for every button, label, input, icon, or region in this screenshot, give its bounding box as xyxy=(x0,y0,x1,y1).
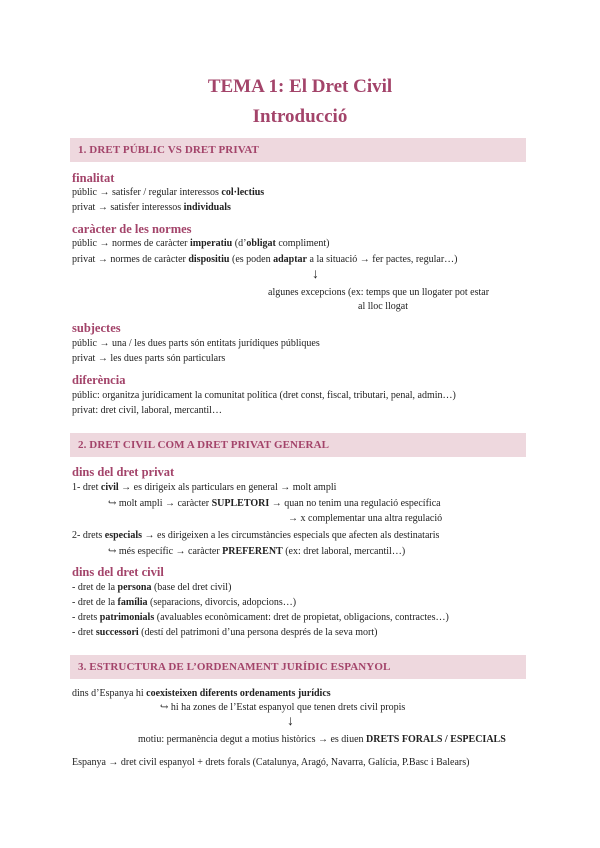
caracter-line-2: privat → normes de caràcter dispositiu (es poden adaptar a la situació → fer pactes, regular…) xyxy=(72,254,458,265)
diferencia-heading: diferència xyxy=(72,373,126,387)
section-1-header xyxy=(70,138,526,162)
finalitat-heading: finalitat xyxy=(72,171,115,185)
finalitat-line-2: privat → satisfer interessos individuals xyxy=(72,202,231,213)
dins-privat-line-1: 1- dret civil → es dirigeix als particulars en general → molt ampli xyxy=(72,482,337,493)
caracter-exception-1: algunes excepcions (ex: temps que un llogater pot estar xyxy=(268,287,490,298)
section-2-title: 2. DRET CIVIL COM A DRET PRIVAT GENERAL xyxy=(78,439,330,451)
dins-privat-line-4: 2- drets especials → es dirigeixen a les circumstàncies especials que afecten als destinataris xyxy=(72,530,440,541)
dins-civil-line-2: - dret de la família (separacions, divorcis, adopcions…) xyxy=(72,597,297,608)
dins-civil-line-3: - drets patrimonials (avaluables econòmicament: dret de propietat, obligacions, contractes…) xyxy=(72,612,449,623)
diferencia-line-1: públic: organitza jurídicament la comunitat política (dret const, fiscal, tributari, penal, admin…) xyxy=(72,390,456,401)
dins-privat-line-3: → x complementar una altra regulació xyxy=(288,513,443,524)
dins-privat-heading: dins del dret privat xyxy=(72,465,175,479)
s3-line-1: dins d’Espanya hi coexisteixen diferents ordenaments jurídics xyxy=(72,688,331,699)
caracter-line-1: públic → normes de caràcter imperatiu (d’obligat compliment) xyxy=(72,238,330,249)
subjectes-heading: subjectes xyxy=(72,321,121,335)
subjectes-line-1: públic → una / les dues parts són entitats jurídiques públiques xyxy=(72,338,320,349)
s3-line-4: Espanya → dret civil espanyol + drets forals (Catalunya, Aragó, Navarra, Galícia, P.Basc i Balears) xyxy=(72,757,470,768)
dins-privat-line-2: ↪ molt ampli → caràcter SUPLETORI → quan no tenim una regulació específica xyxy=(108,498,441,509)
page-title: TEMA 1: El Dret Civil xyxy=(207,76,393,97)
s3-line-2: ↪ hi ha zones de l’Estat espanyol que tenen drets civil propis xyxy=(160,702,406,713)
dins-civil-line-1: - dret de la persona (base del dret civil) xyxy=(72,582,232,593)
dins-civil-heading: dins del dret civil xyxy=(72,565,164,579)
subjectes-line-2: privat → les dues parts són particulars xyxy=(72,353,226,364)
down-arrow-icon: ↓ xyxy=(287,714,294,729)
section-1-title: 1. DRET PÚBLIC VS DRET PRIVAT xyxy=(78,144,259,156)
page-subtitle: Introducció xyxy=(252,106,348,127)
dins-civil-line-4: - dret successori (destí del patrimoni d’una persona després de la seva mort) xyxy=(72,627,378,638)
down-arrow-icon: ↓ xyxy=(312,267,319,282)
caracter-heading: caràcter de les normes xyxy=(72,222,192,236)
section-2-header xyxy=(70,433,526,457)
dins-privat-line-5: ↪ més específic → caràcter PREFERENT (ex: dret laboral, mercantil…) xyxy=(108,546,406,557)
diferencia-line-2: privat: dret civil, laboral, mercantil… xyxy=(72,405,222,416)
finalitat-line-1: públic → satisfer / regular interessos col·lectius xyxy=(72,187,265,198)
caracter-exception-2: al lloc llogat xyxy=(358,301,408,312)
section-3-title: 3. ESTRUCTURA DE L’ORDENAMENT JURÍDIC ESPANYOL xyxy=(78,661,391,673)
s3-line-3: motiu: permanència degut a motius històrics → es diuen DRETS FORALS / ESPECIALS xyxy=(138,734,506,745)
section-3-header xyxy=(70,655,526,679)
